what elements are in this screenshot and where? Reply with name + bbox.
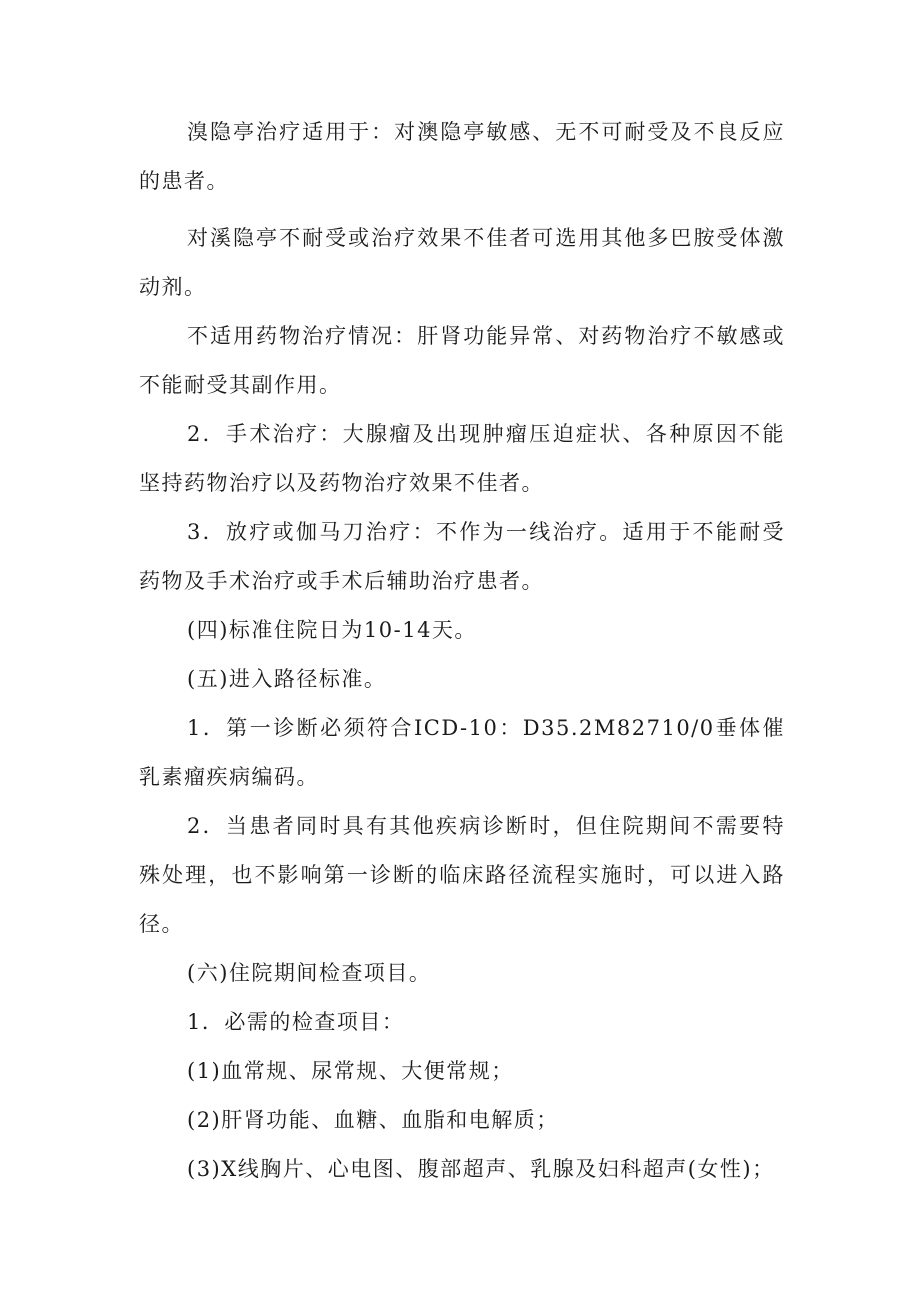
paragraph-drug-therapy-contraindications: 不适用药物治疗情况：肝肾功能异常、对药物治疗不敏感或不能耐受其副作用。 (139, 324, 785, 397)
paragraph-comorbidity-condition: 2．当患者同时具有其他疾病诊断时，但住院期间不需要特殊处理，也不影响第一诊断的临床路径流程实施时，可以进入路径。 (139, 814, 785, 936)
paragraph-required-examinations: 1．必需的检查项目： (187, 1010, 405, 1034)
paragraph-surgical-treatment: 2．手术治疗：大腺瘤及出现肿瘤压迫症状、各种原因不能坚持药物治疗以及药物治疗效果不佳者。 (139, 422, 785, 495)
paragraph-bromocriptine-indication: 溴隐亭治疗适用于：对澳隐亭敏感、无不可耐受及不良反应的患者。 (139, 120, 785, 193)
paragraph-radiotherapy-gamma-knife: 3．放疗或伽马刀治疗：不作为一线治疗。适用于不能耐受药物及手术治疗或手术后辅助治疗患者。 (139, 520, 785, 593)
paragraph-standard-hospital-stay: (四)标准住院日为10-14天。 (187, 618, 477, 642)
list-item-blood-urine-stool: (1)血常规、尿常规、大便常规； (187, 1059, 514, 1083)
paragraph-inpatient-examinations: (六)住院期间检查项目。 (187, 961, 432, 985)
document-body (139, 108, 785, 1194)
paragraph-pathway-entry-criteria: (五)进入路径标准。 (187, 667, 387, 691)
paragraph-other-dopamine-agonists: 对溪隐亭不耐受或治疗效果不佳者可选用其他多巴胺受体激动剂。 (139, 226, 785, 299)
list-item-liver-kidney-function: (2)肝肾功能、血糖、血脂和电解质； (187, 1108, 559, 1132)
paragraph-first-diagnosis-code: 1．第一诊断必须符合ICD-10：D35.2M82710/0垂体催乳素瘤疾病编码。 (139, 716, 785, 789)
list-item-imaging-ecg-ultrasound: (3)X线胸片、心电图、腹部超声、乳腺及妇科超声(女性)； (187, 1157, 775, 1181)
